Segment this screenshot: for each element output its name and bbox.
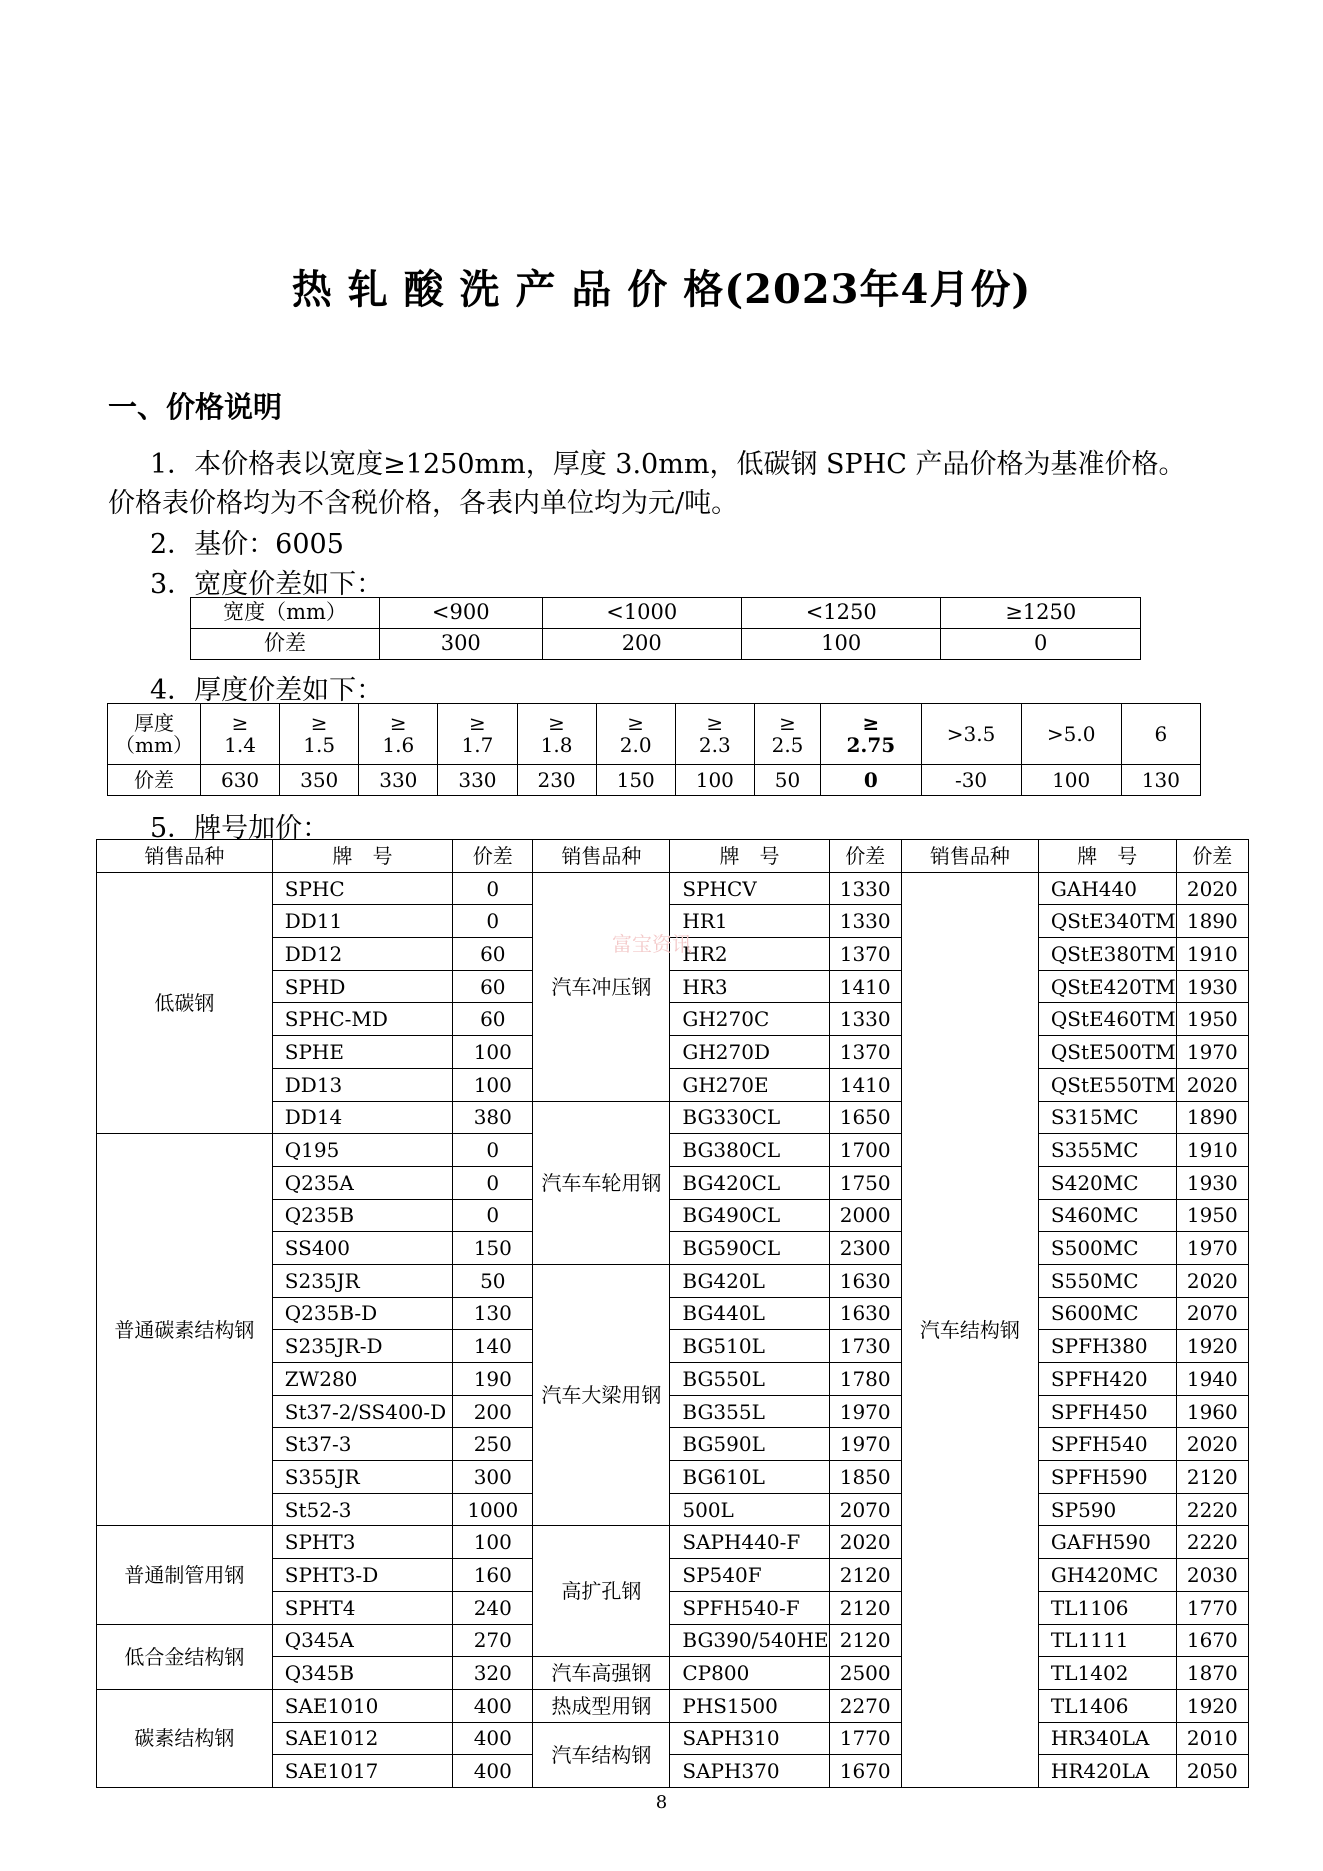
price-cell: 1000 xyxy=(453,1493,533,1526)
grade-cell: BG390/540HE xyxy=(670,1624,829,1657)
thickness-operator: ≥ xyxy=(389,711,407,735)
category-cell: 普通制管用钢 xyxy=(97,1526,273,1624)
table-header-cell: 牌 号 xyxy=(1038,840,1176,873)
price-cell: 1930 xyxy=(1176,970,1248,1003)
grade-cell: BG380CL xyxy=(670,1134,829,1167)
category-cell: 低碳钢 xyxy=(97,872,273,1134)
grade-cell: S355JR xyxy=(272,1461,453,1494)
grade-cell: Q345A xyxy=(272,1624,453,1657)
paragraph-2: 2．基价：6005 xyxy=(150,529,344,560)
category-cell: 热成型用钢 xyxy=(533,1689,670,1722)
price-cell: 0 xyxy=(453,1199,533,1232)
grade-cell: DD12 xyxy=(272,938,453,971)
price-cell: 2010 xyxy=(1176,1722,1248,1755)
category-cell: 低合金结构钢 xyxy=(97,1624,273,1689)
table-header-cell: 价差 xyxy=(453,840,533,873)
price-cell: 1670 xyxy=(1176,1624,1248,1657)
grade-cell: S550MC xyxy=(1038,1264,1176,1297)
table-cell: 330 xyxy=(438,765,517,796)
grade-cell: S500MC xyxy=(1038,1232,1176,1265)
price-cell: 2120 xyxy=(829,1624,901,1657)
grade-cell: BG590L xyxy=(670,1428,829,1461)
paragraph-5: 5．牌号加价： xyxy=(150,813,330,844)
price-cell: 1960 xyxy=(1176,1395,1248,1428)
category-cell: 高扩孔钢 xyxy=(533,1526,670,1657)
grade-cell: SPFH420 xyxy=(1038,1363,1176,1396)
grade-cell: TL1111 xyxy=(1038,1624,1176,1657)
grade-cell: SPHE xyxy=(272,1036,453,1069)
grade-cell: Q195 xyxy=(272,1134,453,1167)
table-cell: 630 xyxy=(201,765,280,796)
price-cell: 2020 xyxy=(829,1526,901,1559)
page-title: 热 轧 酸 洗 产 品 价 格(2023年4月份) xyxy=(291,266,1032,313)
grade-cell: SPFH450 xyxy=(1038,1395,1176,1428)
grade-cell: BG550L xyxy=(670,1363,829,1396)
grade-cell: SP590 xyxy=(1038,1493,1176,1526)
table-cell xyxy=(359,704,438,765)
table-row xyxy=(108,704,1201,765)
table-cell: 价差 xyxy=(108,765,201,796)
price-cell: 2220 xyxy=(1176,1526,1248,1559)
thickness-value: 2.0 xyxy=(619,733,652,757)
grade-cell: SP540F xyxy=(670,1559,829,1592)
thickness-unit: （mm） xyxy=(115,733,193,757)
table-cell: 价差 xyxy=(191,629,380,660)
table-row xyxy=(97,1134,1249,1167)
price-cell: 0 xyxy=(453,872,533,905)
grade-cell: SPHT3 xyxy=(272,1526,453,1559)
thickness-value: >3.5 xyxy=(946,722,996,746)
grade-cell: BG510L xyxy=(670,1330,829,1363)
price-cell: 240 xyxy=(453,1591,533,1624)
grade-cell: HR2 xyxy=(670,938,829,971)
table-cell: <1000 xyxy=(542,598,741,629)
price-cell: 1750 xyxy=(829,1166,901,1199)
table-header-cell: 销售品种 xyxy=(901,840,1038,873)
grade-cell: SPHT3-D xyxy=(272,1559,453,1592)
grade-cell: BG420CL xyxy=(670,1166,829,1199)
price-cell: 250 xyxy=(453,1428,533,1461)
grade-cell: S315MC xyxy=(1038,1101,1176,1134)
grade-cell: GAH440 xyxy=(1038,872,1176,905)
price-cell: 1920 xyxy=(1176,1689,1248,1722)
grade-cell: SPHC-MD xyxy=(272,1003,453,1036)
price-cell: 100 xyxy=(453,1068,533,1101)
table-cell xyxy=(280,704,359,765)
price-cell: 100 xyxy=(453,1036,533,1069)
table-row xyxy=(97,1526,1249,1559)
price-cell: 2020 xyxy=(1176,1264,1248,1297)
table-cell: -30 xyxy=(921,765,1021,796)
price-cell: 1770 xyxy=(829,1722,901,1755)
table-header-cell: 价差 xyxy=(1176,840,1248,873)
price-cell: 1330 xyxy=(829,872,901,905)
thickness-value: 2.3 xyxy=(698,733,731,757)
grade-cell: PHS1500 xyxy=(670,1689,829,1722)
grade-cell: Q235B xyxy=(272,1199,453,1232)
thickness-operator: ≥ xyxy=(862,711,880,735)
thickness-value: 1.4 xyxy=(224,733,256,757)
price-cell: 2120 xyxy=(829,1591,901,1624)
price-cell: 1630 xyxy=(829,1297,901,1330)
grade-cell: BG440L xyxy=(670,1297,829,1330)
price-cell: 1910 xyxy=(1176,1134,1248,1167)
grade-cell: BG610L xyxy=(670,1461,829,1494)
table-header-cell: 销售品种 xyxy=(97,840,273,873)
price-cell: 380 xyxy=(453,1101,533,1134)
grade-cell: DD13 xyxy=(272,1068,453,1101)
price-cell: 400 xyxy=(453,1722,533,1755)
thickness-operator: ≥ xyxy=(779,711,796,735)
price-cell: 60 xyxy=(453,938,533,971)
grade-cell: S420MC xyxy=(1038,1166,1176,1199)
table-cell xyxy=(1121,704,1200,765)
grade-cell: BG490CL xyxy=(670,1199,829,1232)
paragraph-1-cont: 价格表价格均为不含税价格，各表内单位均为元/吨。 xyxy=(108,488,739,519)
price-cell: 1920 xyxy=(1176,1330,1248,1363)
grade-cell: SAPH310 xyxy=(670,1722,829,1755)
grade-cell: GAFH590 xyxy=(1038,1526,1176,1559)
width-price-table xyxy=(190,597,1141,660)
grade-cell: ZW280 xyxy=(272,1363,453,1396)
grade-cell: QStE380TM xyxy=(1038,938,1176,971)
price-cell: 1410 xyxy=(829,970,901,1003)
table-cell: 50 xyxy=(754,765,820,796)
thickness-operator: ≥ xyxy=(469,711,486,735)
price-cell: 60 xyxy=(453,1003,533,1036)
price-cell: 1370 xyxy=(829,938,901,971)
grade-cell: S235JR xyxy=(272,1264,453,1297)
grade-cell: SAE1010 xyxy=(272,1689,453,1722)
price-cell: 1970 xyxy=(829,1395,901,1428)
table-cell xyxy=(921,704,1021,765)
grade-cell: SPFH540-F xyxy=(670,1591,829,1624)
grade-cell: Q345B xyxy=(272,1657,453,1690)
paragraph-4: 4．厚度价差如下： xyxy=(150,675,384,706)
watermark-logo: 富宝资讯 xyxy=(612,932,692,956)
table-cell: ≥1250 xyxy=(941,598,1141,629)
grade-cell: St52-3 xyxy=(272,1493,453,1526)
price-cell: 0 xyxy=(453,1134,533,1167)
table-cell xyxy=(675,704,754,765)
grade-cell: S355MC xyxy=(1038,1134,1176,1167)
table-row xyxy=(97,872,1249,905)
price-cell: 2030 xyxy=(1176,1559,1248,1592)
table-row xyxy=(191,629,1141,660)
grade-cell: HR340LA xyxy=(1038,1722,1176,1755)
page-number: 8 xyxy=(655,1792,668,1813)
thickness-operator: ≥ xyxy=(310,711,328,735)
grade-cell: TL1406 xyxy=(1038,1689,1176,1722)
price-cell: 320 xyxy=(453,1657,533,1690)
grade-cell: SS400 xyxy=(272,1232,453,1265)
price-cell: 1950 xyxy=(1176,1003,1248,1036)
price-cell: 160 xyxy=(453,1559,533,1592)
price-cell: 1850 xyxy=(829,1461,901,1494)
table-cell: 0 xyxy=(821,765,921,796)
thickness-value: 2.5 xyxy=(771,733,804,757)
grade-cell: SPFH540 xyxy=(1038,1428,1176,1461)
thickness-value: 1.6 xyxy=(382,733,415,757)
table-cell: 宽度（mm） xyxy=(191,598,380,629)
price-cell: 50 xyxy=(453,1264,533,1297)
grade-cell: HR1 xyxy=(670,905,829,938)
table-cell: 350 xyxy=(280,765,359,796)
category-cell: 碳素结构钢 xyxy=(97,1689,273,1787)
table-cell xyxy=(821,704,921,765)
price-cell: 1890 xyxy=(1176,905,1248,938)
thickness-operator: ≥ xyxy=(627,711,645,735)
table-row xyxy=(191,598,1141,629)
price-cell: 1650 xyxy=(829,1101,901,1134)
grade-cell: St37-3 xyxy=(272,1428,453,1461)
category-cell: 汽车车轮用钢 xyxy=(533,1101,670,1264)
category-cell: 汽车结构钢 xyxy=(901,872,1038,1787)
price-cell: 2500 xyxy=(829,1657,901,1690)
table-cell xyxy=(596,704,675,765)
table-cell: 150 xyxy=(596,765,675,796)
grade-cell: TL1402 xyxy=(1038,1657,1176,1690)
price-cell: 1780 xyxy=(829,1363,901,1396)
thickness-value: 2.75 xyxy=(846,733,896,757)
category-cell: 汽车结构钢 xyxy=(533,1722,670,1787)
price-cell: 2020 xyxy=(1176,1428,1248,1461)
grade-cell: SAPH440-F xyxy=(670,1526,829,1559)
paragraph-3: 3．宽度价差如下： xyxy=(150,569,384,600)
grade-cell: SPFH380 xyxy=(1038,1330,1176,1363)
price-cell: 130 xyxy=(453,1297,533,1330)
price-cell: 1940 xyxy=(1176,1363,1248,1396)
price-cell: 1870 xyxy=(1176,1657,1248,1690)
price-cell: 0 xyxy=(453,905,533,938)
price-cell: 1910 xyxy=(1176,938,1248,971)
table-header-cell: 牌 号 xyxy=(272,840,453,873)
thickness-price-table xyxy=(107,703,1201,796)
table-cell: <1250 xyxy=(741,598,940,629)
grade-cell: QStE460TM xyxy=(1038,1003,1176,1036)
table-cell xyxy=(754,704,820,765)
grade-cell: DD11 xyxy=(272,905,453,938)
table-cell: 100 xyxy=(1021,765,1121,796)
grade-cell: SPFH590 xyxy=(1038,1461,1176,1494)
price-cell: 2120 xyxy=(1176,1461,1248,1494)
grade-cell: SAE1012 xyxy=(272,1722,453,1755)
table-header-row xyxy=(97,840,1249,873)
price-cell: 2270 xyxy=(829,1689,901,1722)
table-cell: 230 xyxy=(517,765,596,796)
table-cell xyxy=(517,704,596,765)
price-cell: 1410 xyxy=(829,1068,901,1101)
grade-cell: SPHC xyxy=(272,872,453,905)
table-cell: 200 xyxy=(542,629,741,660)
price-cell: 1630 xyxy=(829,1264,901,1297)
table-cell xyxy=(201,704,280,765)
grade-cell: TL1106 xyxy=(1038,1591,1176,1624)
grade-cell: BG330CL xyxy=(670,1101,829,1134)
grade-cell: SPHD xyxy=(272,970,453,1003)
price-cell: 0 xyxy=(453,1166,533,1199)
grade-cell: SAE1017 xyxy=(272,1755,453,1788)
category-cell: 汽车高强钢 xyxy=(533,1657,670,1690)
grade-cell: CP800 xyxy=(670,1657,829,1690)
price-cell: 1700 xyxy=(829,1134,901,1167)
price-cell: 2220 xyxy=(1176,1493,1248,1526)
price-cell: 200 xyxy=(453,1395,533,1428)
price-cell: 2070 xyxy=(1176,1297,1248,1330)
price-cell: 2000 xyxy=(829,1199,901,1232)
table-header-cell: 牌 号 xyxy=(670,840,829,873)
price-cell: 1330 xyxy=(829,1003,901,1036)
grade-cell: BG420L xyxy=(670,1264,829,1297)
grade-cell: DD14 xyxy=(272,1101,453,1134)
grade-cell: HR3 xyxy=(670,970,829,1003)
table-row xyxy=(108,765,1201,796)
price-cell: 150 xyxy=(453,1232,533,1265)
table-cell: 0 xyxy=(941,629,1141,660)
price-cell: 1770 xyxy=(1176,1591,1248,1624)
table-cell: 130 xyxy=(1121,765,1200,796)
grade-cell: S235JR-D xyxy=(272,1330,453,1363)
price-cell: 1970 xyxy=(829,1428,901,1461)
table-header-cell: 销售品种 xyxy=(533,840,670,873)
price-cell: 190 xyxy=(453,1363,533,1396)
price-cell: 2070 xyxy=(829,1493,901,1526)
table-cell xyxy=(438,704,517,765)
price-cell: 400 xyxy=(453,1755,533,1788)
paragraph-1: 1．本价格表以宽度≥1250mm，厚度 3.0mm，低碳钢 SPHC 产品价格为基准价格。 xyxy=(150,449,1186,480)
section-heading: 一、价格说明 xyxy=(108,390,283,424)
grade-cell: SPHCV xyxy=(670,872,829,905)
price-cell: 60 xyxy=(453,970,533,1003)
grade-price-table xyxy=(96,839,1249,1788)
grade-cell: SAPH370 xyxy=(670,1755,829,1788)
price-cell: 1890 xyxy=(1176,1101,1248,1134)
grade-cell: S600MC xyxy=(1038,1297,1176,1330)
grade-cell: 500L xyxy=(670,1493,829,1526)
price-cell: 1730 xyxy=(829,1330,901,1363)
price-cell: 2120 xyxy=(829,1559,901,1592)
price-cell: 1950 xyxy=(1176,1199,1248,1232)
table-row xyxy=(97,1689,1249,1722)
table-cell: 300 xyxy=(380,629,543,660)
price-cell: 1370 xyxy=(829,1036,901,1069)
thickness-operator: ≥ xyxy=(706,711,724,735)
grade-cell: QStE340TM xyxy=(1038,905,1176,938)
grade-cell: GH420MC xyxy=(1038,1559,1176,1592)
price-cell: 400 xyxy=(453,1689,533,1722)
table-cell: <900 xyxy=(380,598,543,629)
thickness-operator: ≥ xyxy=(548,711,565,735)
grade-cell: St37-2/SS400-D xyxy=(272,1395,453,1428)
table-row xyxy=(97,1624,1249,1657)
grade-cell: Q235A xyxy=(272,1166,453,1199)
price-cell: 1670 xyxy=(829,1755,901,1788)
price-cell: 1330 xyxy=(829,905,901,938)
category-cell: 汽车冲压钢 xyxy=(533,872,670,1101)
price-cell: 1970 xyxy=(1176,1036,1248,1069)
table-cell: 100 xyxy=(741,629,940,660)
price-cell: 2300 xyxy=(829,1232,901,1265)
grade-cell: GH270D xyxy=(670,1036,829,1069)
table-cell xyxy=(108,704,201,765)
grade-cell: GH270E xyxy=(670,1068,829,1101)
category-cell: 汽车大梁用钢 xyxy=(533,1264,670,1526)
price-cell: 270 xyxy=(453,1624,533,1657)
thickness-value: >5.0 xyxy=(1046,722,1096,746)
grade-cell: S460MC xyxy=(1038,1199,1176,1232)
thickness-operator: ≥ xyxy=(231,711,249,735)
thickness-value: 1.8 xyxy=(540,733,573,757)
price-cell: 1970 xyxy=(1176,1232,1248,1265)
grade-cell: QStE500TM xyxy=(1038,1036,1176,1069)
grade-cell: QStE420TM xyxy=(1038,970,1176,1003)
price-cell: 2020 xyxy=(1176,872,1248,905)
price-cell: 140 xyxy=(453,1330,533,1363)
price-cell: 300 xyxy=(453,1461,533,1494)
price-cell: 100 xyxy=(453,1526,533,1559)
thickness-value: 1.5 xyxy=(303,733,336,757)
grade-cell: GH270C xyxy=(670,1003,829,1036)
grade-cell: SPHT4 xyxy=(272,1591,453,1624)
grade-cell: QStE550TM xyxy=(1038,1068,1176,1101)
table-cell xyxy=(1021,704,1121,765)
category-cell: 普通碳素结构钢 xyxy=(97,1134,273,1526)
thickness-value: 1.7 xyxy=(461,733,494,757)
table-cell: 330 xyxy=(359,765,438,796)
price-cell: 2020 xyxy=(1176,1068,1248,1101)
price-cell: 2050 xyxy=(1176,1755,1248,1788)
table-cell: 100 xyxy=(675,765,754,796)
grade-cell: BG355L xyxy=(670,1395,829,1428)
price-cell: 1930 xyxy=(1176,1166,1248,1199)
grade-cell: Q235B-D xyxy=(272,1297,453,1330)
thickness-label: 厚度 xyxy=(134,711,174,735)
table-header-cell: 价差 xyxy=(829,840,901,873)
thickness-value: 6 xyxy=(1154,722,1168,746)
grade-cell: BG590CL xyxy=(670,1232,829,1265)
grade-cell: HR420LA xyxy=(1038,1755,1176,1788)
